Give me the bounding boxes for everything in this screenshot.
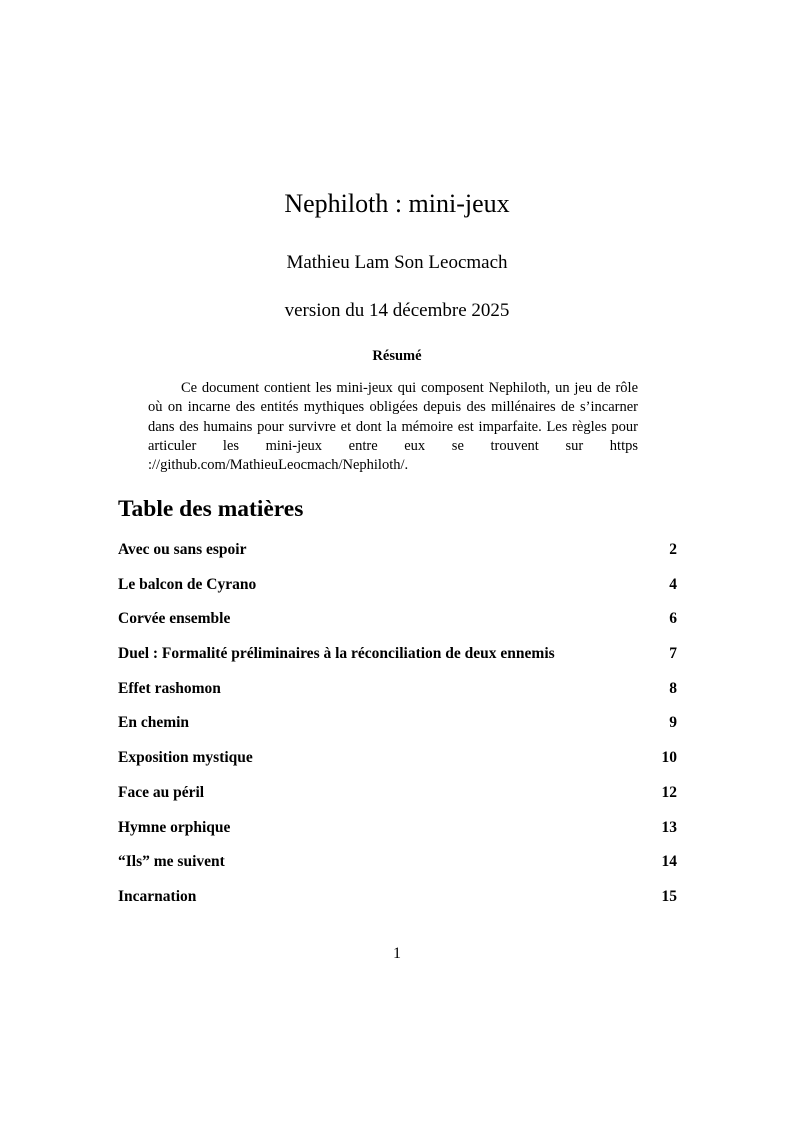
toc-entry-page: 6 bbox=[669, 610, 677, 628]
toc-entry-label: Face au péril bbox=[118, 783, 205, 801]
abstract-text bbox=[148, 379, 638, 475]
toc-entry-page: 7 bbox=[669, 645, 677, 663]
toc-entry-page: 14 bbox=[661, 853, 677, 871]
toc-entry-label: Effet rashomon bbox=[118, 679, 221, 697]
page-number: 1 bbox=[393, 945, 401, 962]
abstract-body-end: . bbox=[404, 457, 409, 474]
document-author: Mathieu Lam Son Leocmach bbox=[286, 252, 508, 273]
toc-entry-page: 13 bbox=[661, 818, 677, 836]
toc-entry-hymne-orphique[interactable] bbox=[118, 818, 677, 853]
document-title: Nephiloth : mini-jeux bbox=[284, 189, 510, 218]
toc-entry-effet-rashomon[interactable] bbox=[118, 679, 677, 714]
toc-heading: Table des matières bbox=[118, 496, 304, 522]
toc-entry-avec-ou-sans-espoir[interactable] bbox=[118, 540, 677, 575]
toc-entry-en-chemin[interactable] bbox=[118, 713, 677, 748]
toc-entry-incarnation[interactable] bbox=[118, 887, 677, 922]
abstract-body-text: Ce document contient les mini-jeux qui composent Nephiloth, un jeu de rôle où on incarne des entités mythiques obligées depuis des millénaires de s’incarner dans des humains pour survivre et dont la mémoire est imparfaite. Les règles pour articuler les mini-jeux entre eux se trouvent sur bbox=[148, 380, 638, 454]
github-link[interactable]: https ://github.com/MathieuLeocmach/Nephiloth/ bbox=[148, 437, 638, 474]
toc-entry-label: “Ils” me suivent bbox=[118, 853, 225, 871]
toc-entry-label: Avec ou sans espoir bbox=[118, 541, 247, 558]
toc-entry-page: 12 bbox=[661, 783, 677, 801]
toc-entry-label: Le balcon de Cyrano bbox=[118, 575, 257, 593]
toc-entry-face-au-peril[interactable] bbox=[118, 783, 677, 818]
toc-entry-duel[interactable] bbox=[118, 644, 677, 679]
toc-entry-page: 4 bbox=[669, 575, 677, 593]
toc-entry-page: 10 bbox=[661, 749, 677, 767]
toc-entry-page: 8 bbox=[669, 679, 677, 697]
toc-entry-exposition-mystique[interactable] bbox=[118, 748, 677, 783]
toc-entry-label: Incarnation bbox=[118, 887, 197, 905]
toc-entry-page: 2 bbox=[669, 541, 677, 558]
toc-list bbox=[118, 540, 677, 922]
document-date: version du 14 décembre 2025 bbox=[284, 300, 510, 321]
toc-entry-label: Hymne orphique bbox=[118, 818, 231, 836]
toc-entry-label: Exposition mystique bbox=[118, 749, 253, 767]
toc-entry-page: 15 bbox=[661, 887, 677, 905]
toc-entry-label: Duel : Formalité préliminaires à la réconciliation de deux ennemis bbox=[118, 645, 555, 663]
toc-entry-page: 9 bbox=[669, 714, 677, 732]
toc-entry-ils-me-suivent[interactable] bbox=[118, 852, 677, 887]
toc-entry-le-balcon-de-cyrano[interactable] bbox=[118, 575, 677, 610]
toc-entry-label: Corvée ensemble bbox=[118, 610, 231, 628]
toc-entry-label: En chemin bbox=[118, 714, 190, 732]
toc-entry-corvee-ensemble[interactable] bbox=[118, 609, 677, 644]
abstract-heading: Résumé bbox=[372, 348, 422, 364]
